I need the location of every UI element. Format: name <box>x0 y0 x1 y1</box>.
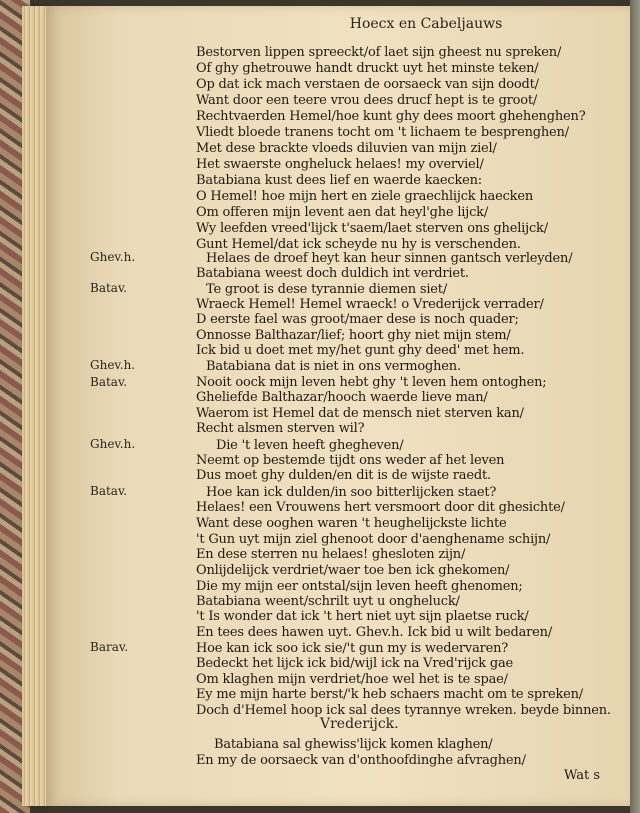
verse-line: Waerom ist Hemel dat de mensch niet sterven kan/ <box>196 406 524 421</box>
verse-line: Batabiana dat is niet in ons vermoghen. <box>206 359 461 374</box>
verse-line: Bestorven lippen spreeckt/of laet sijn gheest nu spreken/ <box>196 45 562 60</box>
verse-line: Bedeckt het lijck ick bid/wijl ick na Vred'rijck gae <box>196 656 514 671</box>
verse-line: Want door een teere vrou dees drucf hept is te groot/ <box>196 93 538 108</box>
running-head: Hoecx en Cabeljauws <box>349 16 503 32</box>
speaker-label: Batav. <box>90 281 128 295</box>
verse-line: 't Is wonder dat ick 't hert niet uyt sijn plaetse ruck/ <box>196 609 529 624</box>
verse-line: Helaes! een Vrouwens hert versmoort door dit ghesichte/ <box>196 500 565 515</box>
verse-line: Rechtvaerden Hemel/hoe kunt ghy dees moort ghehenghen? <box>196 109 586 124</box>
verse-line: 't Gun uyt mijn ziel ghenoot door d'aenghename schijn/ <box>196 532 551 547</box>
verse-line: Hoe kan ick soo ick sie/'t gun my is wedervaren? <box>196 641 509 656</box>
verse-line: Op dat ick mach verstaen de oorsaeck van sijn doodt/ <box>196 77 539 92</box>
verse-line: Batabiana weest doch duldich int verdriet. <box>196 266 469 281</box>
speaker-label: Ghev.h. <box>90 358 136 372</box>
verse-line: Onlijdelijck verdriet/waer toe ben ick ghekomen/ <box>196 563 510 578</box>
speaker-label: Barav. <box>90 640 129 654</box>
verse-line: Of ghy ghetrouwe handt druckt uyt het minste teken/ <box>196 61 539 76</box>
verse-line: En dese sterren nu helaes! ghesloten zijn/ <box>196 547 466 562</box>
verse-line: Dus moet ghy dulden/en dit is de wijste raedt. <box>196 468 491 483</box>
catchword: Wat s <box>564 768 601 783</box>
speaker-label: Ghev.h. <box>90 250 136 264</box>
page-edges <box>22 6 48 806</box>
verse-line: Helaes de droef heyt kan heur sinnen gantsch verleyden/ <box>206 251 573 266</box>
verse-line: Wraeck Hemel! Hemel wraeck! o Vrederijck verrader/ <box>196 297 544 312</box>
verse-line: Gunt Hemel/dat ick scheyde nu hy is verschenden. <box>196 237 521 252</box>
verse-line: En my de oorsaeck van d'onthoofdinghe afvraghen/ <box>196 753 526 768</box>
verse-line: Vliedt bloede tranens tocht om 't lichaem te besprenghen/ <box>196 125 569 140</box>
verse-line: Met dese brackte vloeds diluvien van mijn ziel/ <box>196 141 497 156</box>
verse-line: Want dese ooghen waren 't heughelijckste lichte <box>196 516 507 531</box>
verse-line: O Hemel! hoe mijn hert en ziele graechlijck haecken <box>196 189 534 204</box>
verse-line: Te groot is dese tyrannie diemen siet/ <box>206 282 447 297</box>
verse-line: Om klaghen mijn verdriet/hoe wel het is te spae/ <box>196 672 508 687</box>
speaker-label: Ghev.h. <box>90 437 136 451</box>
speaker-label: Batav. <box>90 375 128 389</box>
verse-line: Ick bid u doet met my/het gunt ghy deed' met hem. <box>196 343 525 358</box>
verse-line: Die my mijn eer ontstal/sijn leven heeft ghenomen; <box>196 579 523 594</box>
verse-line: Om offeren mijn levent aen dat heyl'ghe lijck/ <box>196 205 489 220</box>
verse-line: Batabiana sal ghewiss'lijck komen klaghen/ <box>214 737 493 752</box>
verse-line: Wy leefden vreed'lijck t'saem/laet sterven ons ghelijck/ <box>196 221 548 236</box>
verse-line: En tees dees hawen uyt. Ghev.h. Ick bid u wilt bedaren/ <box>196 625 553 640</box>
verse-line: Die 't leven heeft ghegheven/ <box>216 438 404 453</box>
verse-line: Het swaerste ongheluck helaes! my overviel/ <box>196 157 484 172</box>
verse-line: D eerste fael was groot/maer dese is noch quader; <box>196 312 519 327</box>
verse-line: Gheliefde Balthazar/hooch waerde lieve man/ <box>196 390 488 405</box>
verse-line: Hoe kan ick dulden/in soo bitterlijcken staet? <box>206 485 497 500</box>
verse-line: Batabiana weent/schrilt uyt u ongheluck/ <box>196 594 460 609</box>
verse-line: Onnosse Balthazar/lief; hoort ghy niet mijn stem/ <box>196 328 511 343</box>
verse-line: Recht alsmen sterven wil? <box>196 421 365 436</box>
verse-line: Batabiana kust dees lief en waerde kaecken: <box>196 173 482 188</box>
book-board-edge <box>630 0 640 813</box>
verse-line: Ey me mijn harte berst/'k heb schaers macht om te spreken/ <box>196 687 583 702</box>
speaker-label: Batav. <box>90 484 128 498</box>
verse-line: Neemt op bestemde tijdt ons weder af het leven <box>196 453 505 468</box>
verse-line: Nooit oock mijn leven hebt ghy 't leven hem ontoghen; <box>196 375 547 390</box>
verse-line: Doch d'Hemel hoop ick sal dees tyrannye wreken. beyde binnen. <box>196 703 611 718</box>
speaker-heading: Vrederijck. <box>320 716 399 732</box>
